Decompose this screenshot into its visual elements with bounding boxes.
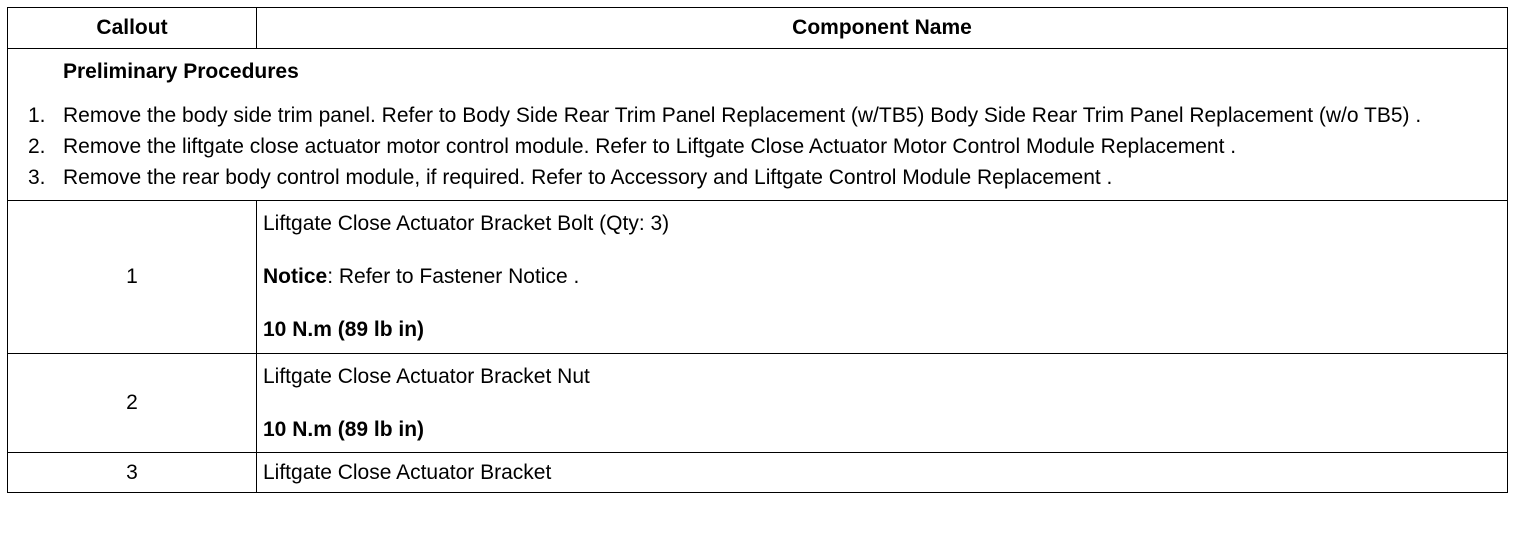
component-name: Liftgate Close Actuator Bracket bbox=[263, 461, 552, 484]
step-number: 2. bbox=[28, 135, 46, 158]
callout-header: Callout bbox=[8, 8, 257, 49]
callout-cell: 3 bbox=[8, 453, 257, 493]
notice-label: Notice bbox=[263, 265, 328, 288]
components-table-wrapper bbox=[7, 7, 1507, 493]
component-cell bbox=[257, 453, 1508, 493]
component-cell bbox=[257, 354, 1508, 453]
component-name: Liftgate Close Actuator Bracket Nut bbox=[263, 365, 590, 388]
preliminary-steps bbox=[8, 101, 1507, 192]
step-number: 1. bbox=[28, 104, 46, 127]
table-row bbox=[8, 354, 1508, 453]
component-name: Liftgate Close Actuator Bracket Bolt (Qty: 3) bbox=[263, 212, 670, 235]
components-table bbox=[7, 7, 1508, 493]
torque-spec: 10 N.m (89 lb in) bbox=[263, 418, 425, 441]
component-cell bbox=[257, 201, 1508, 354]
torque-spec: 10 N.m (89 lb in) bbox=[263, 318, 425, 341]
callout-cell: 1 bbox=[8, 201, 257, 354]
preliminary-step bbox=[8, 132, 1507, 161]
step-number: 3. bbox=[28, 166, 46, 189]
step-text: Remove the liftgate close actuator motor control module. Refer to Liftgate Close Actuator Motor Control Module Replacement . bbox=[63, 135, 1237, 158]
notice-text: : Refer to Fastener Notice . bbox=[327, 265, 580, 288]
preliminary-title: Preliminary Procedures bbox=[63, 60, 299, 83]
preliminary-step bbox=[8, 163, 1507, 192]
table-row bbox=[8, 453, 1508, 493]
callout-cell: 2 bbox=[8, 354, 257, 453]
preliminary-step bbox=[8, 101, 1507, 130]
preliminary-cell bbox=[8, 49, 1508, 201]
header-row bbox=[8, 8, 1508, 49]
step-text: Remove the body side trim panel. Refer to Body Side Rear Trim Panel Replacement (w/TB5) Body Side Rear Trim Panel Replacement (w/o TB5) . bbox=[63, 104, 1422, 127]
table-row bbox=[8, 201, 1508, 354]
step-text: Remove the rear body control module, if required. Refer to Accessory and Liftgate Control Module Replacement . bbox=[63, 166, 1113, 189]
notice-line bbox=[263, 262, 1501, 291]
preliminary-row bbox=[8, 49, 1508, 201]
component-name-header: Component Name bbox=[257, 8, 1508, 49]
